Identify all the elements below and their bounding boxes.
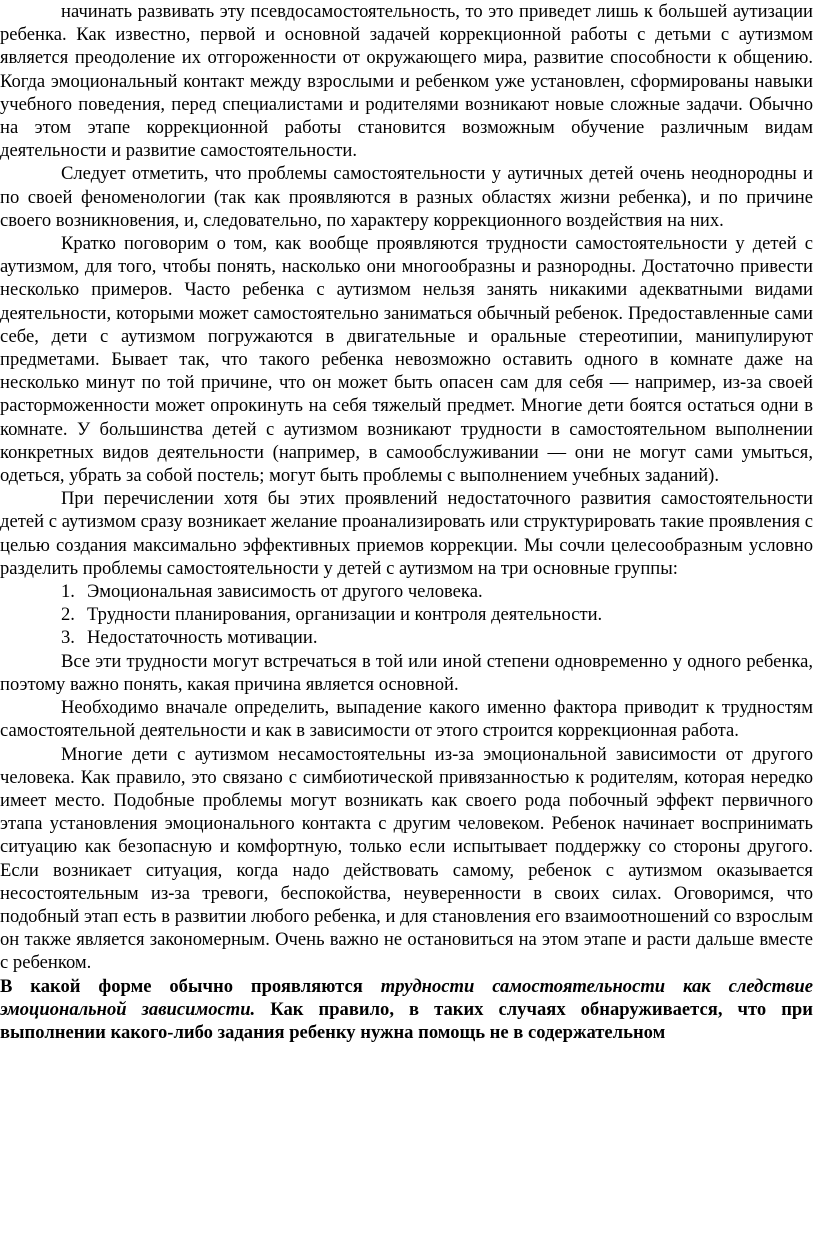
paragraph-6: Необходимо вначале определить, выпадение какого именно фактора приводит к трудностям самостоятельной деятельности и как в зависимости от этого строится коррекционная работа. <box>0 697 813 742</box>
paragraph-7: Многие дети с аутизмом несамостоятельны из-за эмоциональной зависимости от другого человека. Как правило, это связано с симбиотической привязанностью к родителям, которая нередко имеет место. Подобные проблемы могут возникать как своего рода побочный эффект первичного этапа установления эмоционального контакта с другим человеком. Ребенок начинает воспринимать ситуацию как безопасную и комфортную, только если испытывает поддержку со стороны другого. Если возникает ситуация, когда надо действовать самому, ребенок с аутизмом оказывается несостоятельным из-за тревоги, беспокойства, неуверенности в своих силах. Оговоримся, что подобный этап есть в развитии любого ребенка, и для становления его взаимоотношений со взрослым он также является закономерным. Очень важно не остановиться на этом этапе и расти дальше вместе с ребенком. <box>0 743 813 974</box>
bold-question-paragraph <box>0 975 813 1045</box>
list-item-text: Трудности планирования, организации и контроля деятельности. <box>87 604 603 626</box>
italic-emphasis: трудности самостоятельности как следствие эмоциональной зависимости. <box>0 975 814 1020</box>
paragraph-5: Все эти трудности могут встречаться в той или иной степени одновременно у одного ребенка, поэтому важно понять, какая причина является основной. <box>0 650 813 695</box>
paragraph-2: Следует отметить, что проблемы самостоятельности у аутичных детей очень неоднородны и по своей феноменологии (так как проявляются в разных областях жизни ребенка), и по причине своего возникновения, и, следовательно, по характеру коррекционного воздействия на них. <box>0 163 813 231</box>
paragraph-3: Кратко поговорим о том, как вообще проявляются трудности самостоятельности у детей с аутизмом, для того, чтобы понять, насколько они многообразны и разнородны. Достаточно привести несколько примеров. Часто ребенка с аутизмом нельзя занять никакими адекватными видами деятельности, которыми может самостоятельно заниматься обычный ребенок. Предоставленные сами себе, дети с аутизмом погружаются в двигательные и оральные стереотипии, манипулируют предметами. Бывает так, что такого ребенка невозможно оставить одного в комнате даже на несколько минут по той причине, что он может быть опасен сам для себя — например, из-за своей расторможенности может опрокинуть на себя тяжелый предмет. Многие дети боятся остаться одни в комнате. У большинства детей с аутизмом возникают трудности в самостоятельном выполнении конкретных видов деятельности (например, в самообслуживании — они не могут сами умыться, одеться, убрать за собой постель; могут быть проблемы с выполнением учебных заданий). <box>0 233 813 487</box>
bold-prefix: В какой форме обычно проявляются <box>0 975 381 997</box>
paragraph-1: начинать развивать эту псевдосамостоятельность, то это приведет лишь к большей аутизации ребенка. Как известно, первой и основной задачей коррекционной работы с детьми с аутизмом является преодоление их отгороженности от окружающего мира, развитие способности к общению. Когда эмоциональный контакт между взрослыми и ребенком уже установлен, сформированы навыки учебного поведения, перед специалистами и родителями возникают новые сложные задачи. Обычно на этом этапе коррекционной работы становится возможным обучение различным видам деятельности и развитие самостоятельности. <box>0 1 813 162</box>
list-item <box>0 580 813 603</box>
problem-groups-list <box>0 580 813 650</box>
bold-suffix: Как правило, в таких случаях обнаруживается, что при выполнении какого-либо задания ребенку нужна помощь не в содержательном <box>0 998 813 1043</box>
list-item-number: 2. <box>61 604 75 626</box>
list-item-text: Недостаточность мотивации. <box>87 627 318 649</box>
list-item-number: 3. <box>61 627 75 649</box>
list-item <box>0 603 813 626</box>
paragraph-4: При перечислении хотя бы этих проявлений недостаточного развития самостоятельности детей с аутизмом сразу возникает желание проанализировать или структурировать такие проявления с целью создания максимально эффективных приемов коррекции. Мы сочли целесообразным условно разделить проблемы самостоятельности у детей с аутизмом на три основные группы: <box>0 488 813 579</box>
list-item-number: 1. <box>61 581 75 603</box>
list-item-text: Эмоциональная зависимость от другого человека. <box>87 581 483 603</box>
list-item <box>0 626 813 649</box>
